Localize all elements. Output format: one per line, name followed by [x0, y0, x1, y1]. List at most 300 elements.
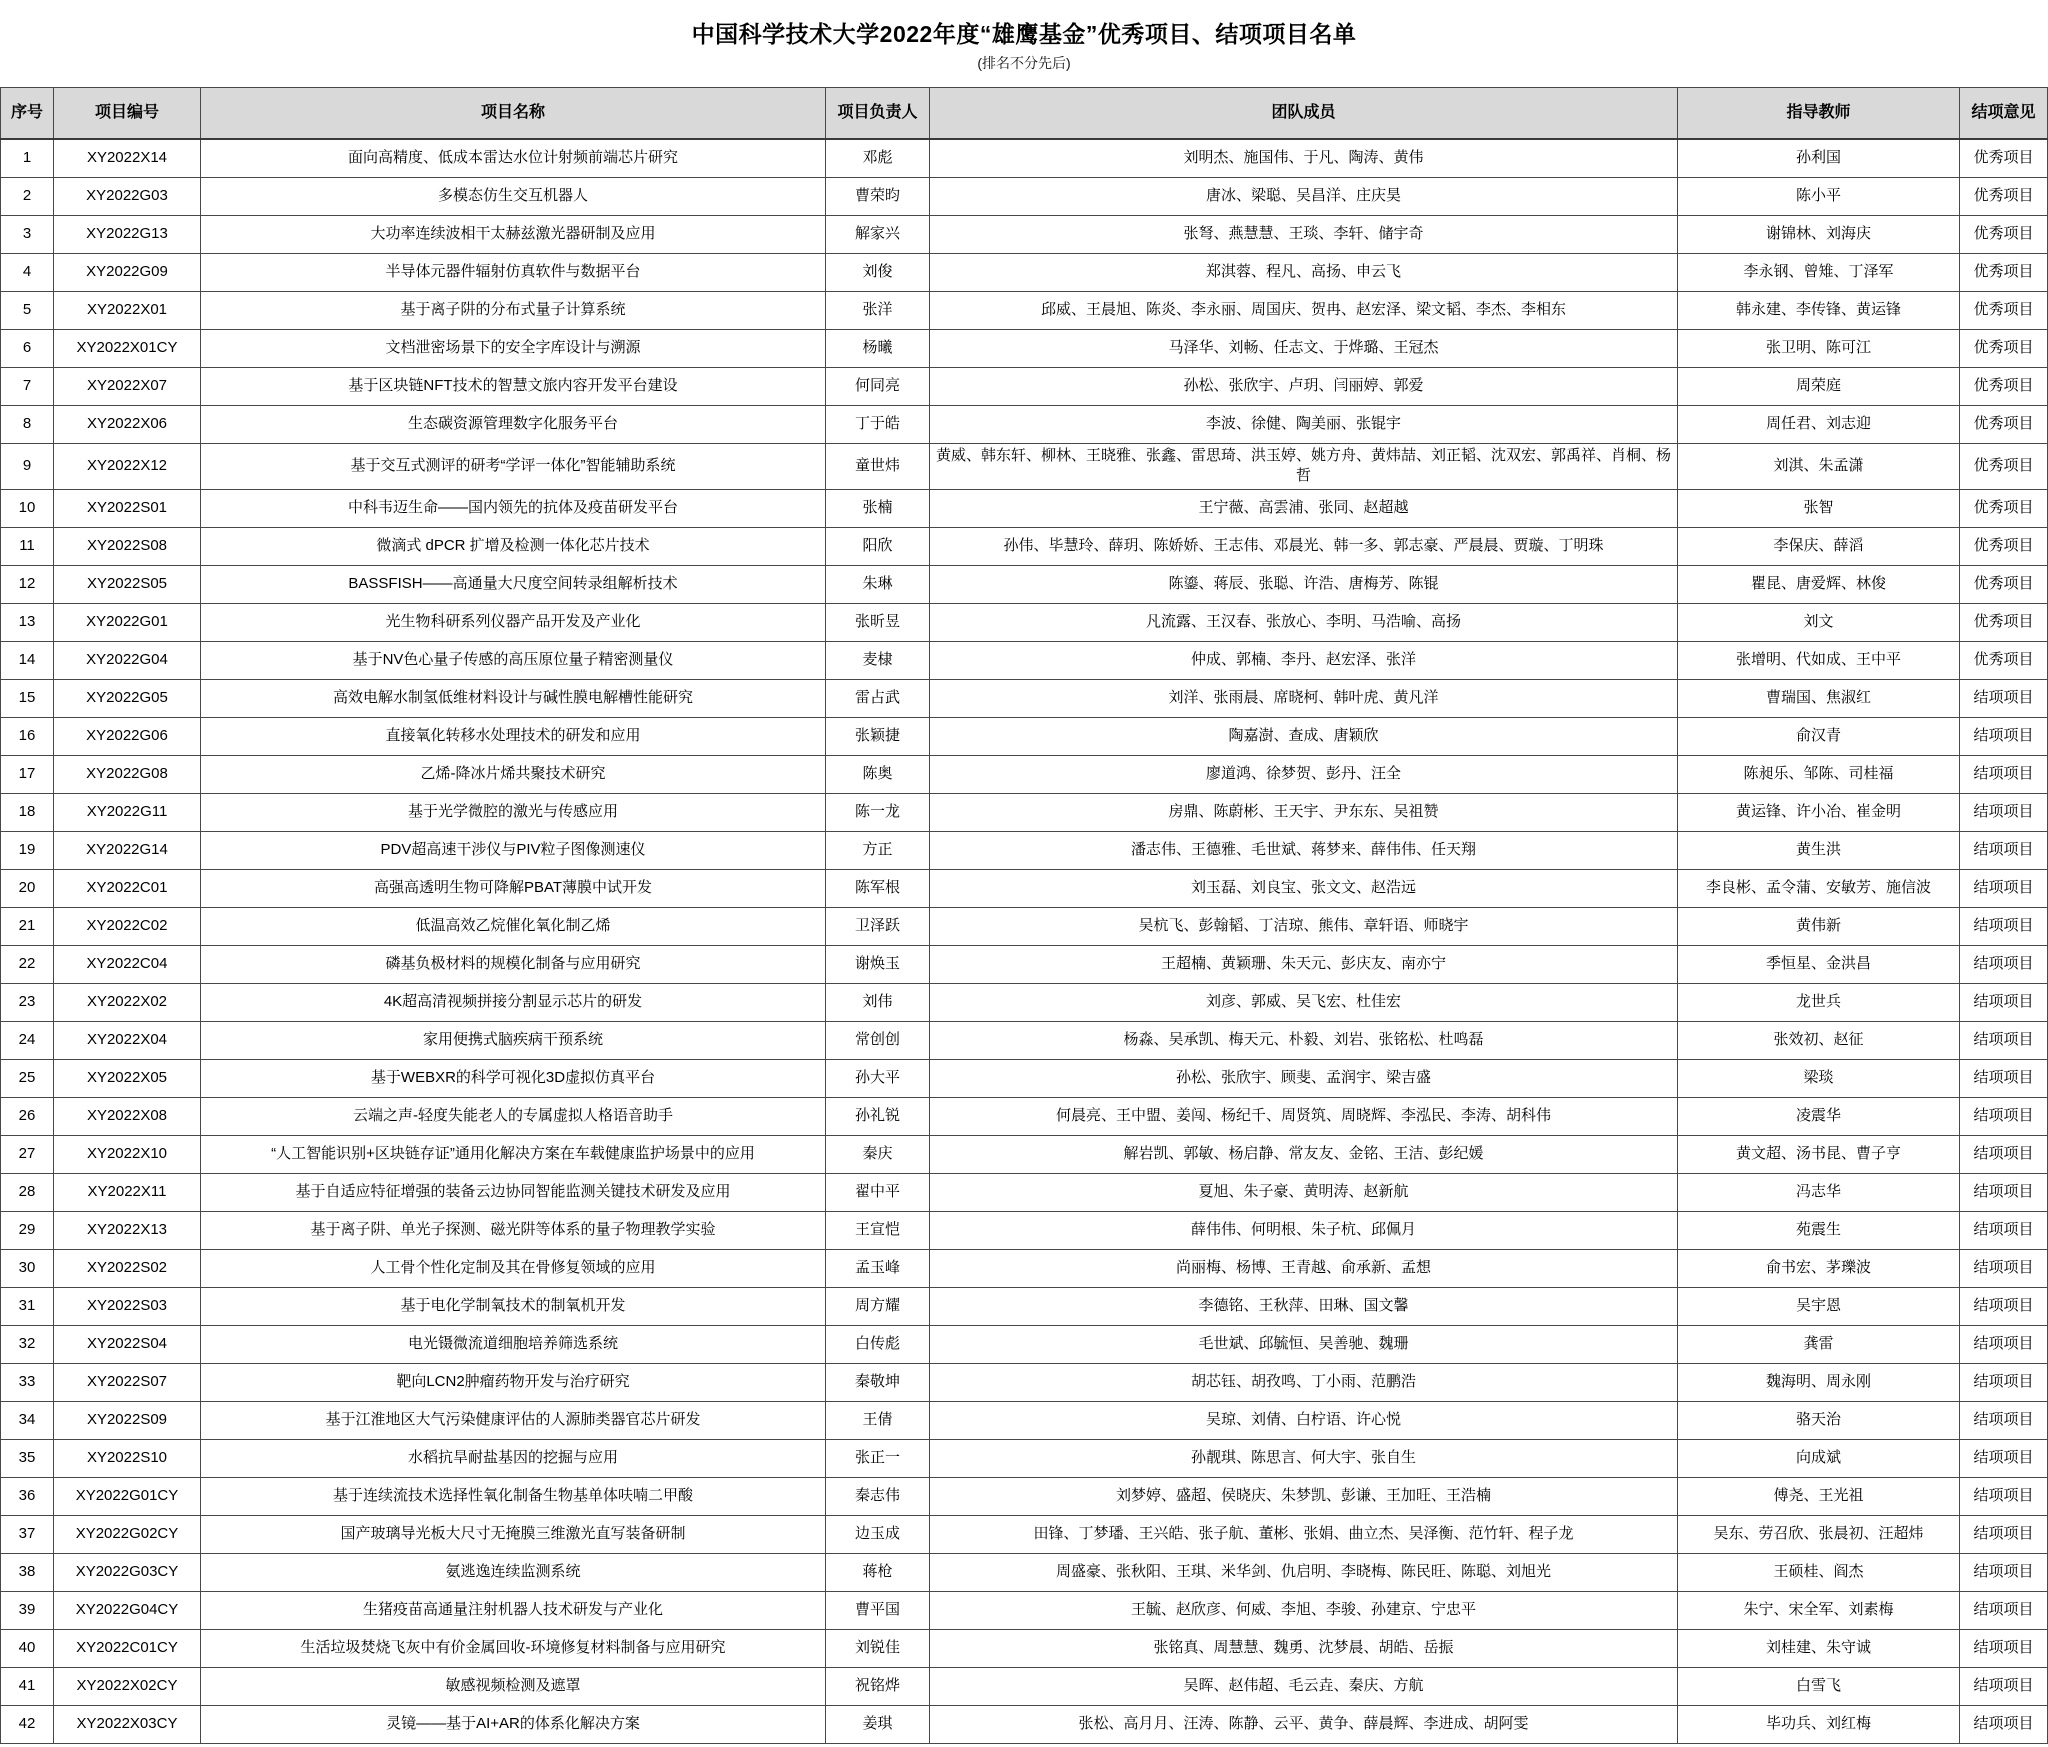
- cell-members: 王超楠、黄颖珊、朱天元、彭庆友、南亦宁: [930, 945, 1678, 983]
- cell-result: 结项项目: [1960, 679, 2048, 717]
- cell-members: 田锋、丁梦璠、王兴皓、张子航、董彬、张娟、曲立杰、吴泽衡、范竹轩、程子龙: [930, 1515, 1678, 1553]
- cell-project-name: 生活垃圾焚烧飞灰中有价金属回收-环境修复材料制备与应用研究: [201, 1629, 826, 1667]
- cell-project-code: XY2022G02CY: [54, 1515, 201, 1553]
- cell-advisors: 谢锦林、刘海庆: [1678, 216, 1960, 254]
- cell-result: 结项项目: [1960, 1553, 2048, 1591]
- cell-leader: 张昕昱: [826, 603, 930, 641]
- cell-project-code: XY2022G04CY: [54, 1591, 201, 1629]
- cell-project-code: XY2022S02: [54, 1249, 201, 1287]
- cell-advisors: 黄伟新: [1678, 907, 1960, 945]
- cell-result: 结项项目: [1960, 1059, 2048, 1097]
- cell-project-name: 中科韦迈生命——国内领先的抗体及疫苗研发平台: [201, 489, 826, 527]
- cell-members: 杨淼、吴承凯、梅天元、朴毅、刘岩、张铭松、杜鸣磊: [930, 1021, 1678, 1059]
- cell-advisors: 季恒星、金洪昌: [1678, 945, 1960, 983]
- cell-members: 李德铭、王秋萍、田琳、国文馨: [930, 1287, 1678, 1325]
- cell-advisors: 梁琰: [1678, 1059, 1960, 1097]
- cell-project-code: XY2022X12: [54, 444, 201, 490]
- cell-project-name: 云端之声-轻度失能老人的专属虚拟人格语音助手: [201, 1097, 826, 1135]
- cell-index: 42: [1, 1705, 54, 1743]
- header-row: [1, 88, 2048, 140]
- cell-leader: 陈军根: [826, 869, 930, 907]
- cell-project-name: 人工骨个性化定制及其在骨修复领域的应用: [201, 1249, 826, 1287]
- cell-advisors: 张卫明、陈可江: [1678, 330, 1960, 368]
- cell-leader: 秦敬坤: [826, 1363, 930, 1401]
- cell-members: 陶嘉澍、查成、唐颖欣: [930, 717, 1678, 755]
- cell-result: 优秀项目: [1960, 565, 2048, 603]
- cell-index: 12: [1, 565, 54, 603]
- cell-leader: 何同亮: [826, 368, 930, 406]
- cell-members: 刘彦、郭威、吴飞宏、杜佳宏: [930, 983, 1678, 1021]
- cell-project-name: 电光镊微流道细胞培养筛选系统: [201, 1325, 826, 1363]
- cell-leader: 秦志伟: [826, 1477, 930, 1515]
- cell-project-name: 面向高精度、低成本雷达水位计射频前端芯片研究: [201, 139, 826, 178]
- cell-project-name: 基于离子阱、单光子探测、磁光阱等体系的量子物理教学实验: [201, 1211, 826, 1249]
- cell-members: 刘梦婷、盛超、侯晓庆、朱梦凯、彭谦、王加旺、王浩楠: [930, 1477, 1678, 1515]
- cell-leader: 王倩: [826, 1401, 930, 1439]
- cell-index: 18: [1, 793, 54, 831]
- cell-result: 结项项目: [1960, 831, 2048, 869]
- table-row: [1, 603, 2048, 641]
- cell-project-code: XY2022X10: [54, 1135, 201, 1173]
- cell-project-name: 直接氧化转移水处理技术的研发和应用: [201, 717, 826, 755]
- cell-project-name: 氨逃逸连续监测系统: [201, 1553, 826, 1591]
- cell-project-name: 生猪疫苗高通量注射机器人技术研发与产业化: [201, 1591, 826, 1629]
- cell-members: 陈鎏、蒋辰、张聪、许浩、唐梅芳、陈锟: [930, 565, 1678, 603]
- cell-project-code: XY2022X13: [54, 1211, 201, 1249]
- cell-project-code: XY2022X06: [54, 406, 201, 444]
- cell-members: 张铭真、周慧慧、魏勇、沈梦晨、胡皓、岳振: [930, 1629, 1678, 1667]
- cell-advisors: 周荣庭: [1678, 368, 1960, 406]
- table-row: [1, 527, 2048, 565]
- cell-project-name: 基于电化学制氧技术的制氧机开发: [201, 1287, 826, 1325]
- cell-result: 优秀项目: [1960, 330, 2048, 368]
- table-row: [1, 1059, 2048, 1097]
- cell-advisors: 朱宁、宋全军、刘素梅: [1678, 1591, 1960, 1629]
- cell-result: 优秀项目: [1960, 444, 2048, 490]
- col-index: 序号: [1, 88, 54, 140]
- table-row: [1, 831, 2048, 869]
- col-leader: 项目负责人: [826, 88, 930, 140]
- table-body: [1, 139, 2048, 1743]
- cell-project-code: XY2022G06: [54, 717, 201, 755]
- cell-advisors: 吴宇恩: [1678, 1287, 1960, 1325]
- cell-project-code: XY2022X02: [54, 983, 201, 1021]
- table-row: [1, 1439, 2048, 1477]
- table-row: [1, 907, 2048, 945]
- cell-advisors: 陈小平: [1678, 178, 1960, 216]
- cell-result: 结项项目: [1960, 1515, 2048, 1553]
- cell-project-code: XY2022X01CY: [54, 330, 201, 368]
- cell-project-code: XY2022S03: [54, 1287, 201, 1325]
- cell-project-name: 基于离子阱的分布式量子计算系统: [201, 292, 826, 330]
- table-row: [1, 1021, 2048, 1059]
- cell-leader: 麦棣: [826, 641, 930, 679]
- cell-result: 结项项目: [1960, 983, 2048, 1021]
- table-row: [1, 565, 2048, 603]
- table-row: [1, 1173, 2048, 1211]
- cell-leader: 秦庆: [826, 1135, 930, 1173]
- cell-index: 26: [1, 1097, 54, 1135]
- cell-leader: 阳欣: [826, 527, 930, 565]
- table-row: [1, 254, 2048, 292]
- cell-index: 14: [1, 641, 54, 679]
- cell-index: 3: [1, 216, 54, 254]
- cell-members: 夏旭、朱子豪、黄明涛、赵新航: [930, 1173, 1678, 1211]
- cell-index: 32: [1, 1325, 54, 1363]
- cell-leader: 方正: [826, 831, 930, 869]
- cell-advisors: 李保庆、薛滔: [1678, 527, 1960, 565]
- table-row: [1, 755, 2048, 793]
- cell-project-code: XY2022X04: [54, 1021, 201, 1059]
- table-row: [1, 945, 2048, 983]
- cell-leader: 邓彪: [826, 139, 930, 178]
- cell-members: 刘明杰、施国伟、于凡、陶涛、黄伟: [930, 139, 1678, 178]
- cell-members: 吴琼、刘倩、白柠语、许心悦: [930, 1401, 1678, 1439]
- cell-advisors: 曹瑞国、焦淑红: [1678, 679, 1960, 717]
- col-advisors: 指导教师: [1678, 88, 1960, 140]
- cell-project-code: XY2022G13: [54, 216, 201, 254]
- cell-advisors: 凌震华: [1678, 1097, 1960, 1135]
- cell-index: 8: [1, 406, 54, 444]
- cell-result: 结项项目: [1960, 945, 2048, 983]
- cell-members: 马泽华、刘畅、任志文、于烨璐、王冠杰: [930, 330, 1678, 368]
- cell-result: 结项项目: [1960, 1097, 2048, 1135]
- cell-project-name: 生态碳资源管理数字化服务平台: [201, 406, 826, 444]
- cell-members: 郑淇蓉、程凡、高扬、申云飞: [930, 254, 1678, 292]
- cell-index: 1: [1, 139, 54, 178]
- cell-members: 周盛豪、张秋阳、王琪、米华剑、仇启明、李晓梅、陈民旺、陈聪、刘旭光: [930, 1553, 1678, 1591]
- cell-project-name: 高效电解水制氢低维材料设计与碱性膜电解槽性能研究: [201, 679, 826, 717]
- cell-project-code: XY2022G01: [54, 603, 201, 641]
- cell-result: 优秀项目: [1960, 216, 2048, 254]
- cell-members: 邱威、王晨旭、陈炎、李永丽、周国庆、贺冉、赵宏泽、梁文韬、李杰、李相东: [930, 292, 1678, 330]
- table-row: [1, 1515, 2048, 1553]
- col-members: 团队成员: [930, 88, 1678, 140]
- cell-result: 优秀项目: [1960, 254, 2048, 292]
- cell-project-code: XY2022G05: [54, 679, 201, 717]
- cell-index: 17: [1, 755, 54, 793]
- cell-leader: 祝铭烨: [826, 1667, 930, 1705]
- cell-advisors: 张效初、赵征: [1678, 1021, 1960, 1059]
- cell-project-name: 高强高透明生物可降解PBAT薄膜中试开发: [201, 869, 826, 907]
- cell-advisors: 吴东、劳召欣、张晨初、汪超炜: [1678, 1515, 1960, 1553]
- cell-leader: 张正一: [826, 1439, 930, 1477]
- cell-members: 黄威、韩东轩、柳林、王晓雅、张鑫、雷思琦、洪玉婷、姚方舟、黄炜喆、刘正韬、沈双宏、郭禹祥、肖桐、杨哲: [930, 444, 1678, 490]
- table-row: [1, 641, 2048, 679]
- cell-leader: 曹平国: [826, 1591, 930, 1629]
- cell-index: 25: [1, 1059, 54, 1097]
- cell-result: 结项项目: [1960, 1401, 2048, 1439]
- cell-project-name: 基于区块链NFT技术的智慧文旅内容开发平台建设: [201, 368, 826, 406]
- cell-advisors: 龙世兵: [1678, 983, 1960, 1021]
- cell-project-code: XY2022G08: [54, 755, 201, 793]
- table-row: [1, 1249, 2048, 1287]
- table-row: [1, 330, 2048, 368]
- cell-result: 优秀项目: [1960, 603, 2048, 641]
- cell-members: 张松、高月月、汪涛、陈静、云平、黄争、薛晨辉、李进成、胡阿雯: [930, 1705, 1678, 1743]
- cell-result: 结项项目: [1960, 1667, 2048, 1705]
- cell-advisors: 黄运锋、许小冶、崔金明: [1678, 793, 1960, 831]
- cell-members: 廖道鸿、徐梦贺、彭丹、汪全: [930, 755, 1678, 793]
- col-project-code: 项目编号: [54, 88, 201, 140]
- cell-index: 6: [1, 330, 54, 368]
- cell-project-name: 4K超高清视频拼接分割显示芯片的研发: [201, 983, 826, 1021]
- cell-index: 40: [1, 1629, 54, 1667]
- cell-project-code: XY2022S07: [54, 1363, 201, 1401]
- cell-members: 凡流露、王汉春、张放心、李明、马浩喻、高扬: [930, 603, 1678, 641]
- cell-index: 27: [1, 1135, 54, 1173]
- cell-project-code: XY2022S01: [54, 489, 201, 527]
- cell-project-code: XY2022X05: [54, 1059, 201, 1097]
- table-row: [1, 717, 2048, 755]
- cell-index: 21: [1, 907, 54, 945]
- cell-result: 结项项目: [1960, 1325, 2048, 1363]
- cell-advisors: 苑震生: [1678, 1211, 1960, 1249]
- cell-project-code: XY2022G03CY: [54, 1553, 201, 1591]
- cell-result: 结项项目: [1960, 755, 2048, 793]
- table-row: [1, 216, 2048, 254]
- cell-project-name: 低温高效乙烷催化氧化制乙烯: [201, 907, 826, 945]
- cell-index: 9: [1, 444, 54, 490]
- table-row: [1, 178, 2048, 216]
- cell-leader: 解家兴: [826, 216, 930, 254]
- cell-result: 结项项目: [1960, 1211, 2048, 1249]
- table-row: [1, 139, 2048, 178]
- page-subtitle: (排名不分先后): [977, 55, 1071, 71]
- cell-project-code: XY2022C04: [54, 945, 201, 983]
- cell-project-name: 靶向LCN2肿瘤药物开发与治疗研究: [201, 1363, 826, 1401]
- table-row: [1, 1401, 2048, 1439]
- cell-index: 23: [1, 983, 54, 1021]
- cell-index: 10: [1, 489, 54, 527]
- cell-result: 结项项目: [1960, 1135, 2048, 1173]
- cell-project-name: 光生物科研系列仪器产品开发及产业化: [201, 603, 826, 641]
- cell-index: 33: [1, 1363, 54, 1401]
- table-row: [1, 1287, 2048, 1325]
- cell-project-name: 基于WEBXR的科学可视化3D虚拟仿真平台: [201, 1059, 826, 1097]
- cell-project-name: 灵镜——基于AI+AR的体系化解决方案: [201, 1705, 826, 1743]
- cell-result: 结项项目: [1960, 1363, 2048, 1401]
- table-row: [1, 1097, 2048, 1135]
- cell-leader: 白传彪: [826, 1325, 930, 1363]
- cell-members: 房鼎、陈蔚彬、王天宇、尹东东、吴祖赞: [930, 793, 1678, 831]
- cell-result: 结项项目: [1960, 1287, 2048, 1325]
- cell-result: 结项项目: [1960, 1591, 2048, 1629]
- cell-index: 7: [1, 368, 54, 406]
- cell-leader: 曹荣昀: [826, 178, 930, 216]
- cell-index: 39: [1, 1591, 54, 1629]
- cell-advisors: 张增明、代如成、王中平: [1678, 641, 1960, 679]
- cell-members: 李波、徐健、陶美丽、张锟宇: [930, 406, 1678, 444]
- cell-advisors: 黄生洪: [1678, 831, 1960, 869]
- cell-leader: 边玉成: [826, 1515, 930, 1553]
- cell-project-name: 文档泄密场景下的安全字库设计与溯源: [201, 330, 826, 368]
- cell-advisors: 黄文超、汤书昆、曹子亨: [1678, 1135, 1960, 1173]
- cell-project-code: XY2022G04: [54, 641, 201, 679]
- cell-advisors: 王硕桂、阎杰: [1678, 1553, 1960, 1591]
- cell-leader: 张颖捷: [826, 717, 930, 755]
- cell-result: 结项项目: [1960, 869, 2048, 907]
- cell-index: 16: [1, 717, 54, 755]
- cell-members: 刘洋、张雨晨、席晓柯、韩叶虎、黄凡洋: [930, 679, 1678, 717]
- cell-project-name: 微滴式 dPCR 扩增及检测一体化芯片技术: [201, 527, 826, 565]
- cell-advisors: 冯志华: [1678, 1173, 1960, 1211]
- cell-members: 胡芯钰、胡孜鸣、丁小雨、范鹏浩: [930, 1363, 1678, 1401]
- cell-members: 王毓、赵欣彦、何威、李旭、李骏、孙建京、宁忠平: [930, 1591, 1678, 1629]
- cell-project-name: 磷基负极材料的规模化制备与应用研究: [201, 945, 826, 983]
- cell-project-code: XY2022X14: [54, 139, 201, 178]
- table-row: [1, 292, 2048, 330]
- cell-leader: 陈一龙: [826, 793, 930, 831]
- cell-advisors: 俞汉青: [1678, 717, 1960, 755]
- cell-project-name: 基于NV色心量子传感的高压原位量子精密测量仪: [201, 641, 826, 679]
- cell-index: 37: [1, 1515, 54, 1553]
- cell-members: 尚丽梅、杨博、王青越、俞承新、孟想: [930, 1249, 1678, 1287]
- cell-project-code: XY2022S10: [54, 1439, 201, 1477]
- cell-index: 38: [1, 1553, 54, 1591]
- cell-project-code: XY2022S08: [54, 527, 201, 565]
- cell-members: 孙松、张欣宇、卢玥、闫丽婷、郭爱: [930, 368, 1678, 406]
- cell-project-name: 多模态仿生交互机器人: [201, 178, 826, 216]
- cell-project-name: 水稻抗旱耐盐基因的挖掘与应用: [201, 1439, 826, 1477]
- cell-advisors: 陈昶乐、邹陈、司桂福: [1678, 755, 1960, 793]
- cell-result: 结项项目: [1960, 1629, 2048, 1667]
- cell-project-name: 大功率连续波相干太赫兹激光器研制及应用: [201, 216, 826, 254]
- cell-advisors: 魏海明、周永刚: [1678, 1363, 1960, 1401]
- cell-leader: 朱琳: [826, 565, 930, 603]
- cell-advisors: 韩永建、李传锋、黄运锋: [1678, 292, 1960, 330]
- cell-result: 优秀项目: [1960, 178, 2048, 216]
- cell-result: 结项项目: [1960, 907, 2048, 945]
- cell-index: 31: [1, 1287, 54, 1325]
- cell-result: 优秀项目: [1960, 292, 2048, 330]
- project-roster-table: [0, 87, 2048, 1744]
- cell-project-code: XY2022G01CY: [54, 1477, 201, 1515]
- cell-advisors: 瞿昆、唐爱辉、林俊: [1678, 565, 1960, 603]
- cell-leader: 张洋: [826, 292, 930, 330]
- cell-index: 19: [1, 831, 54, 869]
- table-row: [1, 368, 2048, 406]
- cell-leader: 刘锐佳: [826, 1629, 930, 1667]
- cell-advisors: 毕功兵、刘红梅: [1678, 1705, 1960, 1743]
- cell-project-name: 敏感视频检测及遮罩: [201, 1667, 826, 1705]
- col-project-name: 项目名称: [201, 88, 826, 140]
- table-row: [1, 489, 2048, 527]
- cell-members: 刘玉磊、刘良宝、张文文、赵浩远: [930, 869, 1678, 907]
- cell-index: 36: [1, 1477, 54, 1515]
- cell-members: 吴晖、赵伟超、毛云垚、秦庆、方航: [930, 1667, 1678, 1705]
- cell-index: 20: [1, 869, 54, 907]
- cell-leader: 周方耀: [826, 1287, 930, 1325]
- cell-result: 优秀项目: [1960, 489, 2048, 527]
- table-row: [1, 1705, 2048, 1743]
- cell-advisors: 傅尧、王光祖: [1678, 1477, 1960, 1515]
- table-row: [1, 1667, 2048, 1705]
- cell-index: 34: [1, 1401, 54, 1439]
- cell-members: 王宁薇、高雲浦、张同、赵超越: [930, 489, 1678, 527]
- cell-index: 30: [1, 1249, 54, 1287]
- cell-project-code: XY2022X08: [54, 1097, 201, 1135]
- cell-result: 结项项目: [1960, 1477, 2048, 1515]
- cell-index: 5: [1, 292, 54, 330]
- table-header: [1, 88, 2048, 140]
- cell-project-name: 国产玻璃导光板大尺寸无掩膜三维激光直写装备研制: [201, 1515, 826, 1553]
- cell-members: 解岩凯、郭敏、杨启静、常友友、金铭、王洁、彭纪媛: [930, 1135, 1678, 1173]
- cell-members: 唐冰、梁聪、吴昌洋、庄庆昊: [930, 178, 1678, 216]
- page-title: 中国科学技术大学2022年度“雄鹰基金”优秀项目、结项项目名单: [691, 21, 1357, 47]
- cell-project-name: 半导体元器件辐射仿真软件与数据平台: [201, 254, 826, 292]
- cell-index: 13: [1, 603, 54, 641]
- cell-index: 41: [1, 1667, 54, 1705]
- cell-project-name: BASSFISH——高通量大尺度空间转录组解析技术: [201, 565, 826, 603]
- cell-project-name: 基于光学微腔的激光与传感应用: [201, 793, 826, 831]
- cell-members: 吴杭飞、彭翰韬、丁洁琼、熊伟、章轩语、师晓宇: [930, 907, 1678, 945]
- cell-leader: 孙大平: [826, 1059, 930, 1097]
- cell-leader: 孙礼锐: [826, 1097, 930, 1135]
- cell-leader: 常创创: [826, 1021, 930, 1059]
- cell-index: 2: [1, 178, 54, 216]
- cell-advisors: 白雪飞: [1678, 1667, 1960, 1705]
- table-row: [1, 983, 2048, 1021]
- cell-members: 潘志伟、王德雅、毛世斌、蒋梦来、薛伟伟、任天翔: [930, 831, 1678, 869]
- table-row: [1, 1553, 2048, 1591]
- cell-result: 结项项目: [1960, 1021, 2048, 1059]
- table-row: [1, 793, 2048, 831]
- table-row: [1, 1363, 2048, 1401]
- cell-index: 4: [1, 254, 54, 292]
- cell-project-code: XY2022G09: [54, 254, 201, 292]
- cell-result: 结项项目: [1960, 1439, 2048, 1477]
- table-row: [1, 1211, 2048, 1249]
- table-row: [1, 869, 2048, 907]
- cell-result: 优秀项目: [1960, 641, 2048, 679]
- cell-project-name: 基于连续流技术选择性氧化制备生物基单体呋喃二甲酸: [201, 1477, 826, 1515]
- cell-project-name: “人工智能识别+区块链存证”通用化解决方案在车载健康监护场景中的应用: [201, 1135, 826, 1173]
- cell-leader: 刘俊: [826, 254, 930, 292]
- cell-advisors: 刘文: [1678, 603, 1960, 641]
- cell-index: 15: [1, 679, 54, 717]
- cell-leader: 张楠: [826, 489, 930, 527]
- cell-members: 何晨亮、王中盟、姜闯、杨纪千、周贤筑、周晓辉、李泓民、李涛、胡科伟: [930, 1097, 1678, 1135]
- cell-project-code: XY2022X01: [54, 292, 201, 330]
- cell-project-name: 基于江淮地区大气污染健康评估的人源肺类器官芯片研发: [201, 1401, 826, 1439]
- col-result: 结项意见: [1960, 88, 2048, 140]
- cell-project-name: 家用便携式脑疾病干预系统: [201, 1021, 826, 1059]
- cell-index: 29: [1, 1211, 54, 1249]
- cell-advisors: 刘淇、朱孟潇: [1678, 444, 1960, 490]
- cell-result: 优秀项目: [1960, 527, 2048, 565]
- cell-advisors: 俞书宏、茅瓅波: [1678, 1249, 1960, 1287]
- table-row: [1, 1591, 2048, 1629]
- cell-project-code: XY2022S04: [54, 1325, 201, 1363]
- cell-leader: 谢焕玉: [826, 945, 930, 983]
- cell-project-code: XY2022X03CY: [54, 1705, 201, 1743]
- cell-advisors: 刘桂建、朱守诚: [1678, 1629, 1960, 1667]
- cell-project-code: XY2022C01: [54, 869, 201, 907]
- cell-members: 孙伟、毕慧玲、薛玥、陈娇娇、王志伟、邓晨光、韩一多、郭志豪、严晨晨、贾璇、丁明珠: [930, 527, 1678, 565]
- cell-advisors: 向成斌: [1678, 1439, 1960, 1477]
- cell-index: 11: [1, 527, 54, 565]
- cell-project-code: XY2022G11: [54, 793, 201, 831]
- cell-index: 22: [1, 945, 54, 983]
- cell-advisors: 张智: [1678, 489, 1960, 527]
- cell-advisors: 骆天治: [1678, 1401, 1960, 1439]
- cell-project-name: 基于自适应特征增强的装备云边协同智能监测关键技术研发及应用: [201, 1173, 826, 1211]
- cell-leader: 陈奥: [826, 755, 930, 793]
- cell-project-name: PDV超高速干涉仪与PIV粒子图像测速仪: [201, 831, 826, 869]
- cell-project-code: XY2022C01CY: [54, 1629, 201, 1667]
- cell-project-code: XY2022X02CY: [54, 1667, 201, 1705]
